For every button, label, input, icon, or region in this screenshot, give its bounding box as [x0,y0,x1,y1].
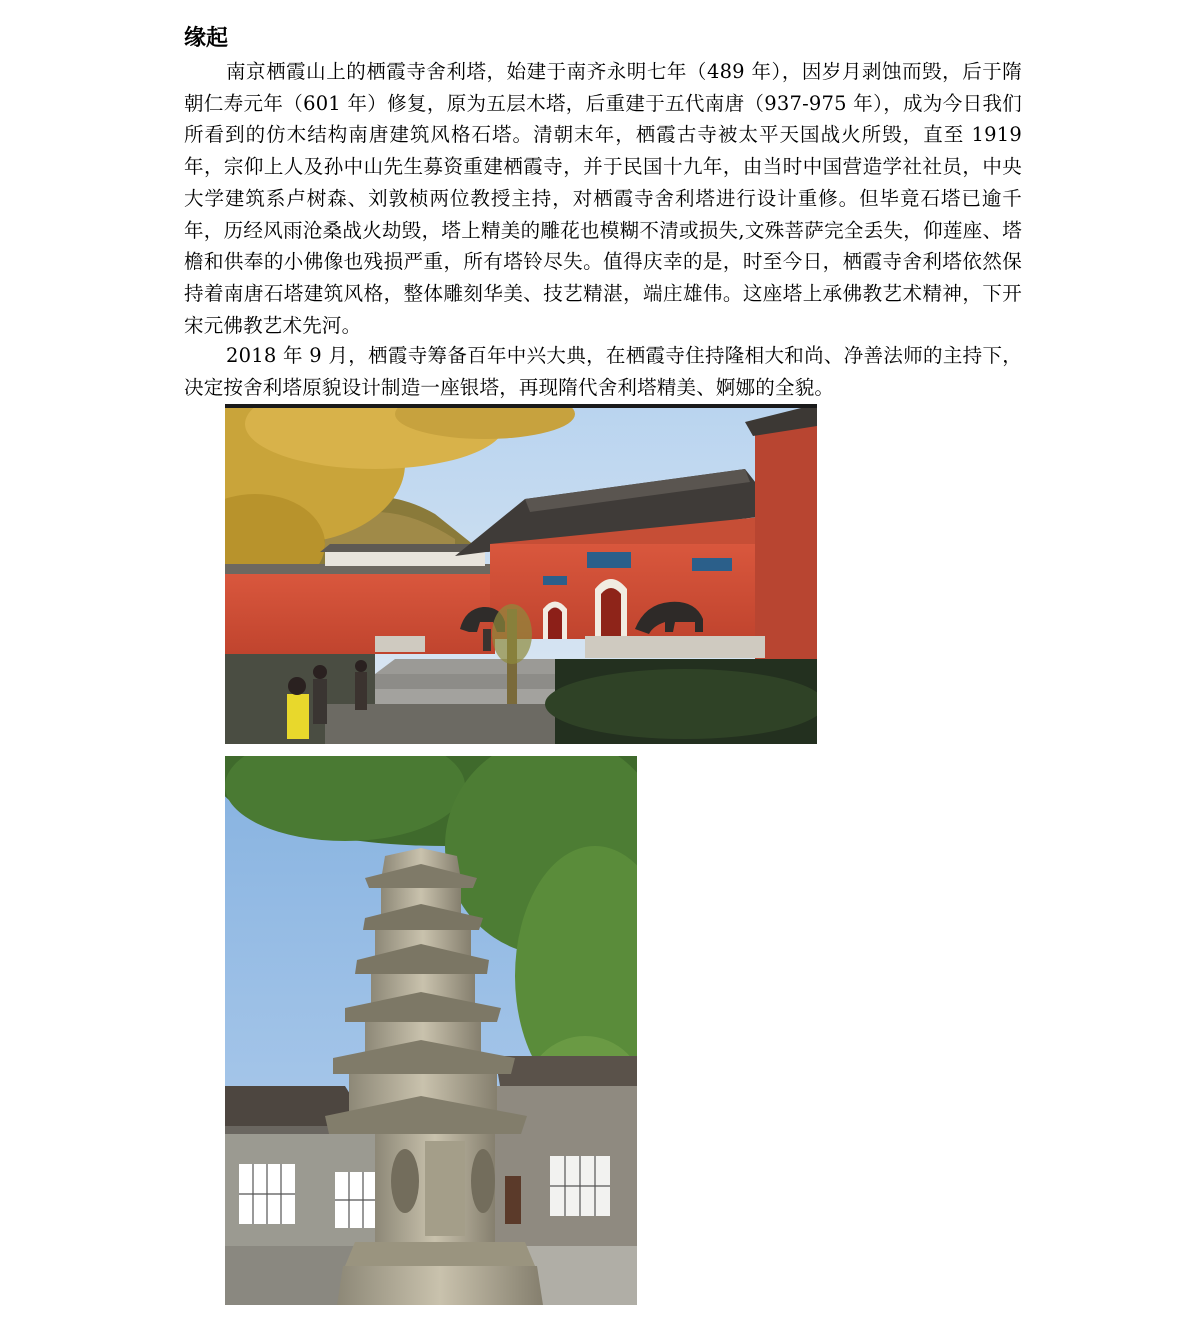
paragraph-2: 2018 年 9 月，栖霞寺筹备百年中兴大典，在栖霞寺住持隆相大和尚、净善法师的主持下，决定按舍利塔原貌设计制造一座银塔，再现隋代舍利塔精美、婀娜的全貌。 [184,344,1022,399]
section-heading: 缘起 [184,26,229,51]
temple-courtyard-photo [225,404,817,744]
paragraph-1: 南京栖霞山上的栖霞寺舍利塔，始建于南齐永明七年（489 年），因岁月剥蚀而毁，后于隋朝仁寿元年（601 年）修复，原为五层木塔，后重建于五代南唐（937-975 年），成为今日我们所看到的仿木结构南唐建筑风格石塔。清朝末年，栖霞古寺被太平天国战火所毁，直至 1919 年，宗仰上人及孙中山先生募资重建栖霞寺，并于民国十九年，由当时中国营造学社社员，中央大学建筑系卢树森、刘敦桢两位教授主持，对栖霞寺舍利塔进行设计重修。但毕竟石塔已逾千年，历经风雨沧桑战火劫毁，塔上精美的雕花也模糊不清或损失,文殊菩萨完全丢失，仰莲座、塔檐和供奉的小佛像也残损严重，所有塔铃尽失。值得庆幸的是，时至今日，栖霞寺舍利塔依然保持着南唐石塔建筑风格，整体雕刻华美、技艺精湛，端庄雄伟。这座塔上承佛教艺术精神，下开宋元佛教艺术先河。 [184,60,1022,337]
stone-pagoda-photo [225,756,637,1305]
